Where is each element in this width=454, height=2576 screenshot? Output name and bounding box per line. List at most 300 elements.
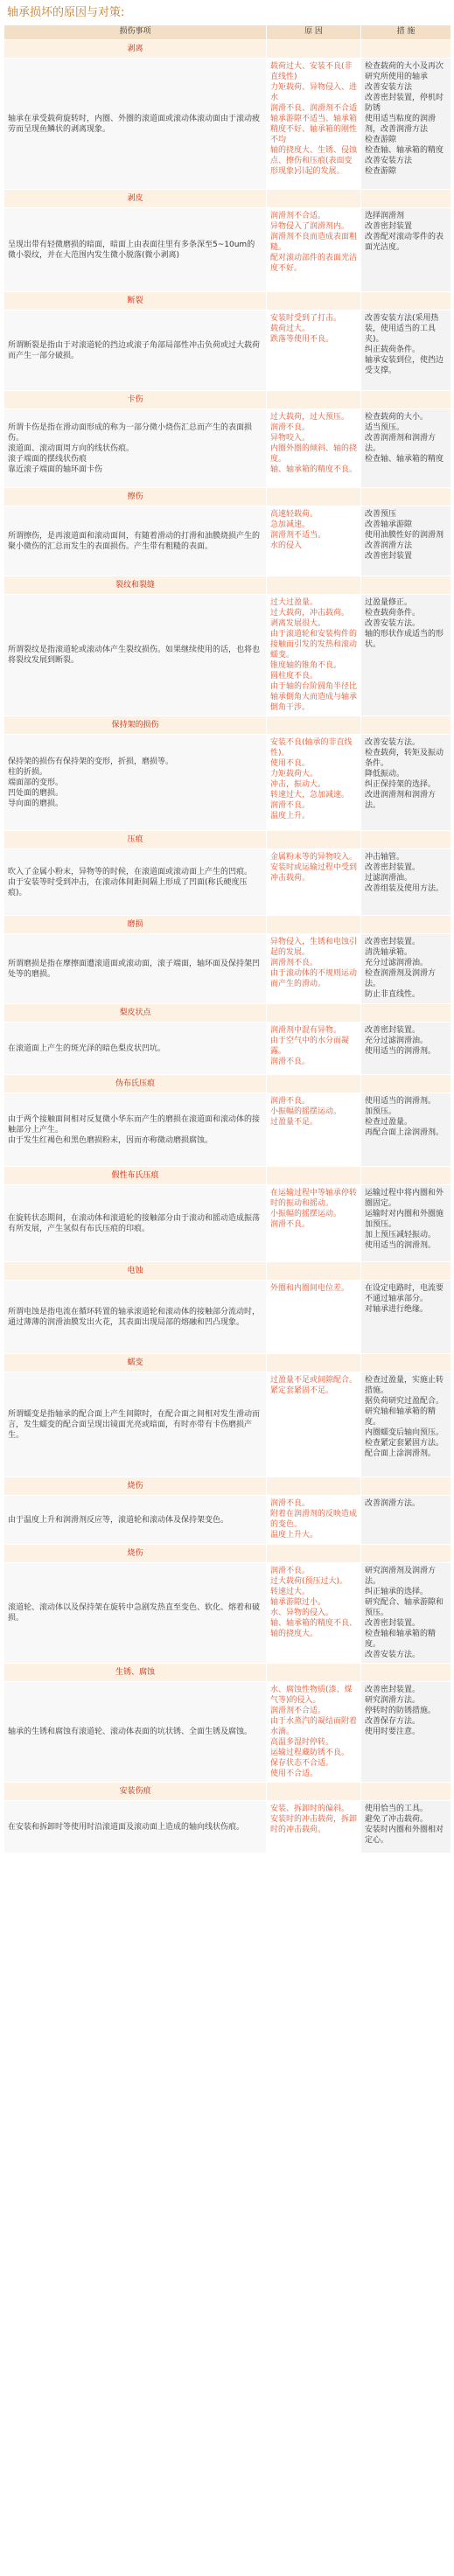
cause-item: 轴承游隙过小。: [270, 1598, 326, 1607]
description-line: 柱的折损。: [8, 767, 48, 777]
measure-list: [361, 1281, 451, 1354]
section-title: 蠕变: [4, 1354, 267, 1372]
section-title: 烧伤: [4, 1477, 267, 1496]
section-title-cause-cell: [267, 1167, 361, 1185]
cause-item: 安装时受到了打击。: [270, 314, 342, 323]
measure-list: [361, 1185, 451, 1262]
damage-description: [4, 311, 267, 391]
measure-item: 充分过滤润滑油。: [365, 959, 429, 967]
section-title-cause-cell: [267, 576, 361, 595]
section-title-row: [4, 190, 451, 208]
section-title: 断裂: [4, 292, 267, 311]
section-title-row: [4, 1075, 451, 1093]
table-row: [4, 1563, 451, 1664]
measure-item: 检查紧定套紧固方法。: [365, 1439, 444, 1448]
damage-description: [4, 1496, 267, 1545]
table-row: [4, 1496, 451, 1545]
description-line: 所谓断裂是指由于对滚道轮的挡边或滚子角部局部性冲击负荷或过大载荷而产生一部分破损。: [8, 340, 261, 360]
cause-item: 跌落等使用不良。: [270, 335, 334, 344]
section-title-fix-cell: [361, 1354, 451, 1372]
header-measure: 措 施: [361, 25, 451, 40]
section-title-row: [4, 1004, 451, 1023]
cause-item: 异物侵入了润滑剂内。: [270, 222, 350, 231]
section-title-fix-cell: [361, 1004, 451, 1023]
cause-item: 由于滚道轮和安装构件的接触而引发的发热和滚动蠕变。: [270, 630, 358, 660]
measure-item: 防止非直线性。: [365, 990, 421, 999]
description-line: 凹处面的磨损。: [8, 788, 64, 798]
cause-item: 转速过大。: [270, 1588, 311, 1596]
damage-description: [4, 409, 267, 488]
cause-list: [267, 409, 361, 488]
section-title-fix-cell: [361, 1075, 451, 1093]
measure-item: 改善安装方法(采用热装，使用适当的工具夹)。: [365, 314, 439, 344]
description-line: 所谓裂纹是指滚道轮或滚动体产生裂纹损伤。如果继续使用的话，也将也将裂纹发展到断裂。: [8, 646, 261, 665]
table-row: [4, 1372, 451, 1477]
section-title-fix-cell: [361, 1664, 451, 1682]
measure-list: [361, 849, 451, 916]
cause-item: 润滑不良。: [270, 423, 311, 432]
table-row: [4, 849, 451, 916]
cause-item: 润滑剂不合适。: [270, 212, 326, 220]
measure-item: 使用适当的润滑剂。: [365, 1047, 437, 1056]
section-title-row: [4, 1167, 451, 1185]
table-row: [4, 311, 451, 391]
measure-item: 使用恰当的工具。: [365, 1805, 429, 1813]
cause-list: [267, 934, 361, 1004]
section-title-row: [4, 1262, 451, 1281]
damage-description: [4, 1093, 267, 1167]
measure-list: [361, 311, 451, 391]
measure-list: [361, 1682, 451, 1783]
damage-description: [4, 1281, 267, 1354]
section-title-cause-cell: [267, 1262, 361, 1281]
measure-item: 充分过滤润滑油。: [365, 1037, 429, 1045]
section-title-row: [4, 488, 451, 506]
section-title-row: [4, 831, 451, 849]
measure-list: [361, 735, 451, 831]
cause-list: [267, 311, 361, 391]
measure-item: 检查载荷条件。: [365, 609, 421, 618]
section-title-row: [4, 1545, 451, 1563]
section-title-fix-cell: [361, 488, 451, 506]
section-title-row: [4, 716, 451, 735]
damage-description: [4, 1185, 267, 1262]
measure-item: 改善组装及使用方法。: [365, 884, 444, 893]
measure-list: [361, 1563, 451, 1664]
description-line: 所谓擦伤，是再滚道面和滚动面间，有随着滑动的打滑和油膜烧损产生的聚小微伤的汇总而发生的表面损伤。产生带有粗糙的表面。: [8, 531, 261, 551]
cause-item: 内圈外圈的倾斜、轴的挠度。: [270, 444, 358, 464]
cause-item: 润滑不良。: [270, 1567, 311, 1575]
measure-item: 运输过程中将内圈和外圈固定。: [365, 1189, 444, 1208]
measure-item: 过盈量修正。: [365, 598, 413, 607]
cause-item: 由于水蒸汽的凝结而附着水滴。: [270, 1717, 358, 1736]
cause-item: 剥离发展很大。: [270, 619, 326, 628]
cause-item: 润滑剂不良而造成表面粗糙。: [270, 233, 358, 252]
damage-description: [4, 1682, 267, 1783]
measure-item: 配合面上涂润滑剂。: [365, 1449, 437, 1458]
section-title-cause-cell: [267, 391, 361, 409]
section-title: 伪布氏压痕: [4, 1075, 267, 1093]
description-line: 滚道面、滚动面周方向的线状伤痕。: [8, 443, 135, 453]
measure-item: 内圈蠕变后轴向预压。: [365, 1428, 444, 1437]
measure-list: [361, 1801, 451, 1853]
description-line: 由于发生红褐色和黑色磨损粉末，因而亦称微动磨损腐蚀。: [8, 1135, 213, 1145]
measure-item: 改善安装方法。: [365, 1651, 421, 1659]
measure-item: 改善密封装置: [365, 222, 413, 231]
description-line: 轴承在承受载荷旋转时，内圈、外圈的滚道面或滚动体滚动面由于滚动疲劳而呈现鱼鳞状的剥离现象。: [8, 114, 261, 134]
cause-item: 润滑剂中混有异物。: [270, 1026, 342, 1035]
cause-item: 润滑不良。: [270, 1058, 311, 1066]
cause-item: 安装不良(轴承的非直线性)。: [270, 738, 353, 757]
section-title-fix-cell: [361, 1783, 451, 1801]
section-title-fix-cell: [361, 292, 451, 311]
cause-item: 锥度轴的锥角不良。: [270, 661, 342, 670]
section-title-row: [4, 1664, 451, 1682]
measure-item: 过滤润滑油。: [365, 874, 413, 883]
cause-item: 润滑剂不良。: [270, 959, 318, 967]
section-title-row: [4, 576, 451, 595]
description-line: 在旋转状态期间，在滚动体和滚道轮的接触部分由于滚动和摇动造成振荡有所发展，产生氢似有布氏压痕的印痕。: [8, 1213, 261, 1233]
description-line: 由于两个接触面间相对反复微小华东而产生的磨损在滚道面和滚动体的接触部分上产生。: [8, 1114, 261, 1134]
measure-item: 轴的形状作成适当的形状。: [365, 630, 444, 649]
damage-description: [4, 849, 267, 916]
cause-list: [267, 1185, 361, 1262]
section-title-cause-cell: [267, 831, 361, 849]
section-title-fix-cell: [361, 1477, 451, 1496]
section-title-cause-cell: [267, 190, 361, 208]
section-title: 擦伤: [4, 488, 267, 506]
cause-item: 小振幅的摇摆运动。: [270, 1210, 342, 1218]
cause-item: 润滑剂不适当。: [270, 531, 326, 540]
measure-item: 使用适当粘度的润滑剂，改善润滑方法: [365, 115, 437, 134]
section-title: 剥离: [4, 40, 267, 59]
section-title: 保持架的损伤: [4, 716, 267, 735]
section-title-row: [4, 916, 451, 934]
table-row: [4, 1281, 451, 1354]
measure-list: [361, 208, 451, 292]
section-title-cause-cell: [267, 916, 361, 934]
section-title-cause-cell: [267, 1075, 361, 1093]
measure-item: 使用油膜性好的润滑剂: [365, 531, 444, 540]
cause-item: 由于轴的台阶圆角半径比轴承倒角大而造成与轴承倒角干涉。: [270, 682, 358, 712]
description-line: 滚道轮、滚动体以及保持架在旋转中急剧发热直至变色、软化、熔着和破损。: [8, 1603, 261, 1623]
measure-list: [361, 409, 451, 488]
section-title: 梨皮状点: [4, 1004, 267, 1023]
measure-item: 研究配合、轴承游隙和预压。: [365, 1598, 444, 1617]
section-title-cause-cell: [267, 1545, 361, 1563]
measure-item: 冲击轴管。: [365, 853, 405, 862]
description-line: 所谓磨损是指在摩擦面遭滚道面或滚动面，滚子端面，轴环面及保持架凹处等的磨损。: [8, 959, 261, 979]
cause-item: 轴承游隙不适当、轴承箱精度不好、轴承箱的刚性不均: [270, 115, 358, 144]
measure-item: 纠正保持架的选择。: [365, 780, 437, 789]
description-line: 呈现出带有轻微磨损的暗面，暗面上由表面往里有多条深至5~10um的微小裂纹，并在大范围内发生微小脱落(微小剥离): [8, 240, 255, 260]
table-row: [4, 735, 451, 831]
cause-item: 配对滚动部件的表面光洁度不好。: [270, 254, 358, 273]
section-title-row: [4, 1477, 451, 1496]
measure-list: [361, 506, 451, 576]
cause-item: 轴、轴承箱的精度不良。: [270, 465, 358, 474]
measure-item: 改善安装方法。: [365, 738, 421, 747]
measure-item: 改善密封装置。: [365, 863, 421, 872]
measure-item: 对轴承进行绝缘。: [365, 1305, 429, 1314]
section-title: 剥皮: [4, 190, 267, 208]
section-title-fix-cell: [361, 1262, 451, 1281]
section-title-fix-cell: [361, 391, 451, 409]
measure-item: 检查游隙: [365, 136, 397, 144]
measure-item: 停转时的防锈措施。: [365, 1707, 437, 1715]
section-title-fix-cell: [361, 576, 451, 595]
cause-item: 载荷过大。: [270, 325, 311, 333]
measure-item: 使用适当的润滑剂。: [365, 1097, 437, 1106]
section-title: 生锈、腐蚀: [4, 1664, 267, 1682]
section-title-fix-cell: [361, 1545, 451, 1563]
section-title-fix-cell: [361, 1167, 451, 1185]
table-row: [4, 595, 451, 716]
cause-list: [267, 1372, 361, 1477]
cause-list: [267, 1281, 361, 1354]
section-title-fix-cell: [361, 716, 451, 735]
section-title-cause-cell: [267, 1477, 361, 1496]
section-title-fix-cell: [361, 190, 451, 208]
cause-item: 润滑不良。: [270, 1220, 311, 1229]
section-title-fix-cell: [361, 831, 451, 849]
section-title-cause-cell: [267, 1664, 361, 1682]
measure-list: [361, 1093, 451, 1167]
damage-description: [4, 1801, 267, 1853]
table-row: [4, 934, 451, 1004]
cause-list: [267, 208, 361, 292]
measure-item: 检查载荷，转矩及振动条件。: [365, 749, 444, 768]
section-title: 安装伤痕: [4, 1783, 267, 1801]
measure-item: 检查游隙: [365, 167, 397, 176]
measure-item: 降低振动。: [365, 770, 405, 778]
measure-item: 研究轴和轴承箱的精度。: [365, 1407, 437, 1427]
measure-item: 检查润滑剂及润滑方法。: [365, 969, 437, 988]
measure-item: 检查轴、轴承箱的精度: [365, 146, 444, 155]
measure-item: 改善安装方法。: [365, 619, 421, 628]
cause-list: [267, 595, 361, 716]
cause-item: 轴、轴承箱的精度不良、轴的挠度大。: [270, 1619, 358, 1638]
description-line: 在滚道面上产生的斑光泽的暗色梨皮状凹坑。: [8, 1044, 166, 1053]
cause-item: 转速过大，急加减速。: [270, 791, 350, 799]
section-title-cause-cell: [267, 1783, 361, 1801]
measure-item: 再配合面上涂润滑剂。: [365, 1128, 444, 1137]
measure-item: 加预压。: [365, 1107, 397, 1116]
measure-item: 改善密封装置。: [365, 1619, 421, 1628]
measure-item: 使用适当的润滑剂。: [365, 1241, 437, 1250]
cause-list: [267, 1682, 361, 1783]
cause-list: [267, 1801, 361, 1853]
measure-item: 安装时内圈和外圈相对定心。: [365, 1826, 444, 1845]
cause-item: 金属粉末等的异物咬入。: [270, 853, 358, 862]
cause-item: 异物侵入，生锈和电蚀引起的发展。: [270, 938, 358, 957]
damage-description: [4, 1023, 267, 1075]
cause-item: 急加减速。: [270, 520, 311, 529]
cause-item: 小振幅的摇摆运动。: [270, 1107, 342, 1116]
cause-item: 使用不良。: [270, 759, 311, 768]
section-title-cause-cell: [267, 40, 361, 59]
cause-item: 冲击，振动大。: [270, 780, 326, 789]
measure-item: 改善安装方法: [365, 157, 413, 165]
table-row: [4, 1185, 451, 1262]
measure-item: 加上预压减轻振动。: [365, 1231, 437, 1239]
cause-item: 水、异物的侵入。: [270, 1609, 334, 1617]
measure-item: 改善润滑方法。: [365, 1499, 421, 1508]
cause-list: [267, 1563, 361, 1664]
cause-item: 轴的挠度大、生锈、侵蚀点、擦伤和压痕(表面变形现象)引起的发展。: [270, 146, 358, 176]
description-line: 由于温度上升和润滑剂反应等，滚道轮和滚动体及保持架变色。: [8, 1515, 229, 1525]
measure-item: 使用时要注意。: [365, 1728, 421, 1736]
description-line: 所谓卡伤是指在滑动面形成的称为一部分微小烧伤汇总而产生的表面损伤。: [8, 422, 253, 443]
cause-item: 安装、拆卸时的偏斜。: [270, 1805, 350, 1813]
cause-item: 过大载荷，过大预压。: [270, 413, 350, 422]
description-line: 所谓蠕变是指轴承的配合面上产生间隙时，在配合面之间相对发生滑动而言，发生蠕变的配合面呈现出镜面光亮或暗面，有时亦带有卡伤磨损产生。: [8, 1409, 261, 1440]
cause-item: 过大过盈量。: [270, 598, 318, 607]
measure-item: 检查载荷的大小及再次研究所使用的轴承: [365, 62, 444, 81]
section-title-cause-cell: [267, 716, 361, 735]
measure-item: 改善安装方法: [365, 83, 413, 92]
measure-list: [361, 595, 451, 716]
measure-item: 纠正载荷条件。: [365, 346, 421, 354]
cause-item: 力矩载荷、异物侵入、进水: [270, 83, 358, 102]
cause-item: 外圈和内圈间电位差。: [270, 1284, 350, 1293]
cause-list: [267, 1023, 361, 1075]
measure-item: 轴承安装到位，使挡边受支撑。: [365, 356, 444, 375]
damage-description: [4, 208, 267, 292]
measure-item: 改善预压: [365, 510, 397, 519]
section-title-row: [4, 1783, 451, 1801]
section-title-cause-cell: [267, 488, 361, 506]
measure-item: 清洗轴承箱。: [365, 948, 413, 957]
cause-item: 润滑不良。: [270, 1499, 311, 1508]
section-title-fix-cell: [361, 916, 451, 934]
description-line: 由于安装等时受到冲击，在滚动体间距间隔上形成了凹面(称氏硬度压痕)。: [8, 877, 248, 897]
header-damage: 损伤事项: [4, 25, 267, 40]
section-title-cause-cell: [267, 1354, 361, 1372]
cause-item: 过大载荷(预压过大)。: [270, 1577, 348, 1586]
cause-item: 力矩载荷大。: [270, 770, 318, 778]
damage-description: [4, 1563, 267, 1664]
cause-list: [267, 1496, 361, 1545]
damage-description: [4, 1372, 267, 1477]
cause-item: 安装时或运输过程中受到冲击载荷。: [270, 863, 358, 883]
measure-item: 检查轴和轴承箱的精度。: [365, 1630, 437, 1649]
description-line: 所谓电蚀是指电流在循环转置的轴承滚道轮和滚动体的接触部分流动时，通过薄薄的润滑油膜发出火花，其表面出现局部的熔融和凹凸现象。: [8, 1307, 261, 1327]
damage-description: [4, 595, 267, 716]
measure-item: 改善轴承游隙: [365, 520, 413, 529]
measure-item: 在设定电路时，电流要不通过轴承部分。: [365, 1284, 444, 1303]
measure-item: 研究润滑方法。: [365, 1696, 421, 1705]
measure-item: 避免了冲击载荷。: [365, 1815, 429, 1824]
measure-item: 改善保存方法。: [365, 1717, 421, 1726]
measure-item: 适当预压。: [365, 423, 405, 432]
description-line: 导向面的磨损。: [8, 799, 64, 808]
measure-item: 改善润滑方法: [365, 541, 413, 550]
table-row: [4, 1801, 451, 1853]
cause-item: 润滑不良。: [270, 1097, 311, 1106]
table-row: [4, 1093, 451, 1167]
cause-item: 运输过程藏防锈不良。: [270, 1749, 350, 1757]
measure-item: 选择润滑剂: [365, 212, 405, 220]
measure-item: 改善密封装置，停机时防锈: [365, 94, 444, 113]
damage-description: [4, 934, 267, 1004]
measure-item: 检查轴、轴承箱的精度: [365, 455, 444, 464]
table-row: [4, 506, 451, 576]
damage-description: [4, 506, 267, 576]
section-title-row: [4, 1354, 451, 1372]
table-row: [4, 1023, 451, 1075]
measure-list: [361, 1496, 451, 1545]
cause-item: 过盈量不足或间隙配合。: [270, 1376, 358, 1385]
measure-item: 检查过盈量，实施止转措施。: [365, 1376, 444, 1395]
cause-item: 由于空气中的水分而凝露。: [270, 1037, 350, 1056]
cause-item: 由于滚动体的不规则运动而产生的滑动。: [270, 969, 358, 988]
table-body: [4, 40, 451, 1853]
section-title: 电蚀: [4, 1262, 267, 1281]
damage-description: [4, 735, 267, 831]
description-line: 端面部的变形。: [8, 778, 64, 787]
measure-item: 检查过盈量。: [365, 1118, 413, 1127]
cause-list: [267, 1093, 361, 1167]
cause-item: 载荷过大、安装不良(非直线性): [270, 62, 353, 81]
section-title-cause-cell: [267, 292, 361, 311]
measure-item: 改善密封装置。: [365, 1026, 421, 1035]
measure-item: 研究润滑剂及润滑方法。: [365, 1567, 437, 1586]
description-line: 吹入了金属小粉末，异物等的时候，在滚道面或滚动面上产生的凹痕。: [8, 867, 253, 876]
cause-list: [267, 849, 361, 916]
measure-item: 改善密封装置: [365, 552, 413, 561]
measure-item: 检查载荷的大小。: [365, 413, 429, 422]
page-title: 轴承损坏的原因与对策:: [7, 6, 125, 19]
section-title-row: [4, 292, 451, 311]
cause-item: 水、腐蚀性物质(漆、煤气等)的侵入。: [270, 1686, 353, 1705]
table-row: [4, 208, 451, 292]
cause-item: 高温多湿时停转。: [270, 1738, 334, 1747]
measure-list: [361, 1372, 451, 1477]
cause-list: [267, 59, 361, 190]
measure-item: 改善密封装置。: [365, 938, 421, 946]
table-row: [4, 59, 451, 190]
cause-item: 保存状态不合适。: [270, 1759, 334, 1768]
cause-list: [267, 506, 361, 576]
table-row: [4, 409, 451, 488]
measure-item: 改进润滑剂和润滑方法。: [365, 791, 437, 810]
section-title-fix-cell: [361, 40, 451, 59]
cause-item: 温度上升。: [270, 812, 311, 820]
cause-item: 水的侵入: [270, 541, 303, 550]
section-title: 磨损: [4, 916, 267, 934]
cause-item: 紧定套紧固不足。: [270, 1386, 334, 1395]
section-title: 假性布氏压痕: [4, 1167, 267, 1185]
cause-item: 过大载荷，冲击载荷。: [270, 609, 350, 618]
measure-item: 据负荷研究过盈配合。: [365, 1397, 444, 1406]
cause-item: 安装时的冲击载荷，拆卸时的冲击载荷。: [270, 1815, 358, 1834]
section-title-row: [4, 40, 451, 59]
measure-item: 改善润滑剂和润滑方法。: [365, 434, 437, 453]
description-line: 轴承的生锈和腐蚀有滚道轮、滚动体表面的坑状锈、全面生锈及腐蚀。: [8, 1728, 253, 1736]
cause-item: 过盈量不足。: [270, 1118, 318, 1127]
section-title: 卡伤: [4, 391, 267, 409]
measure-item: 运输时对内圈和外圈施加预压。: [365, 1210, 444, 1229]
damage-table: [3, 24, 451, 1853]
section-title: 压痕: [4, 831, 267, 849]
cause-item: 附着在润滑剂的反映造成的变色。: [270, 1510, 358, 1529]
cause-item: 润滑剂不合适。: [270, 1707, 326, 1715]
section-title-cause-cell: [267, 1004, 361, 1023]
measure-list: [361, 934, 451, 1004]
section-title: 烧伤: [4, 1545, 267, 1563]
table-row: [4, 1682, 451, 1783]
